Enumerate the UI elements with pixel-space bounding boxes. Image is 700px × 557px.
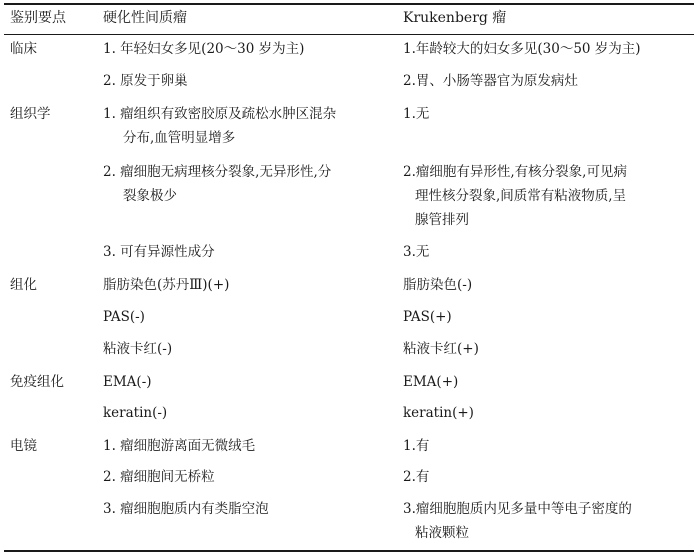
krukenberg-tumor-cell-cont: 粘液颗粒 [415,525,469,541]
krukenberg-tumor-cell: keratin(+) [403,405,474,421]
sclerosing-stromal-tumor-cell: EMA(-) [103,374,152,390]
sclerosing-stromal-tumor-cell: 2. 瘤细胞无病理核分裂象,无异形性,分 [103,164,332,180]
krukenberg-tumor-cell-cont: 理性核分裂象,间质常有粘液物质,呈 [415,188,627,204]
krukenberg-tumor-cell: 脂肪染色(-) [403,277,473,293]
category-label: 组化 [10,277,37,293]
category-label: 临床 [10,41,37,57]
sclerosing-stromal-tumor-cell: 1. 瘤细胞游离面无微绒毛 [103,438,256,454]
sclerosing-stromal-tumor-cell-cont: 分布,血管明显增多 [123,130,236,146]
sclerosing-stromal-tumor-cell: 1. 年轻妇女多见(20～30 岁为主) [103,41,305,57]
sclerosing-stromal-tumor-cell-cont: 裂象极少 [123,188,177,204]
krukenberg-tumor-cell: 2.胃、小肠等器官为原发病灶 [403,73,578,89]
sclerosing-stromal-tumor-cell: 2. 瘤细胞间无桥粒 [103,469,215,485]
header-col2: 硬化性间质瘤 [103,10,187,26]
header-col3: Krukenberg 瘤 [403,10,507,26]
sclerosing-stromal-tumor-cell: PAS(-) [103,309,145,325]
krukenberg-tumor-cell: 1.年龄较大的妇女多见(30～50 岁为主) [403,41,641,57]
krukenberg-tumor-cell: 3.无 [403,244,430,260]
krukenberg-tumor-cell: 2.有 [403,469,430,485]
category-label: 电镜 [10,438,37,454]
krukenberg-tumor-cell: 1.无 [403,106,430,122]
krukenberg-tumor-cell: 粘液卡红(+) [403,341,479,357]
krukenberg-tumor-cell-cont: 腺管排列 [415,212,469,228]
krukenberg-tumor-cell: 1.有 [403,438,430,454]
header-rule [4,34,694,35]
sclerosing-stromal-tumor-cell: 2. 原发于卵巢 [103,73,188,89]
sclerosing-stromal-tumor-cell: keratin(-) [103,405,168,421]
krukenberg-tumor-cell: 3.瘤细胞胞质内见多量中等电子密度的 [403,501,632,517]
sclerosing-stromal-tumor-cell: 粘液卡红(-) [103,341,173,357]
sclerosing-stromal-tumor-cell: 3. 可有异源性成分 [103,244,215,260]
category-label: 组织学 [10,106,51,122]
sclerosing-stromal-tumor-cell: 3. 瘤细胞胞质内有类脂空泡 [103,501,269,517]
top-rule [4,3,694,5]
header-col1: 鉴别要点 [10,10,66,26]
krukenberg-tumor-cell: EMA(+) [403,374,459,390]
krukenberg-tumor-cell: 2.瘤细胞有异形性,有核分裂象,可见病 [403,164,627,180]
category-label: 免疫组化 [10,374,64,390]
sclerosing-stromal-tumor-cell: 脂肪染色(苏丹Ⅲ)(+) [103,277,230,293]
krukenberg-tumor-cell: PAS(+) [403,309,452,325]
sclerosing-stromal-tumor-cell: 1. 瘤组织有致密胶原及疏松水肿区混杂 [103,106,337,122]
bottom-rule [4,550,694,552]
